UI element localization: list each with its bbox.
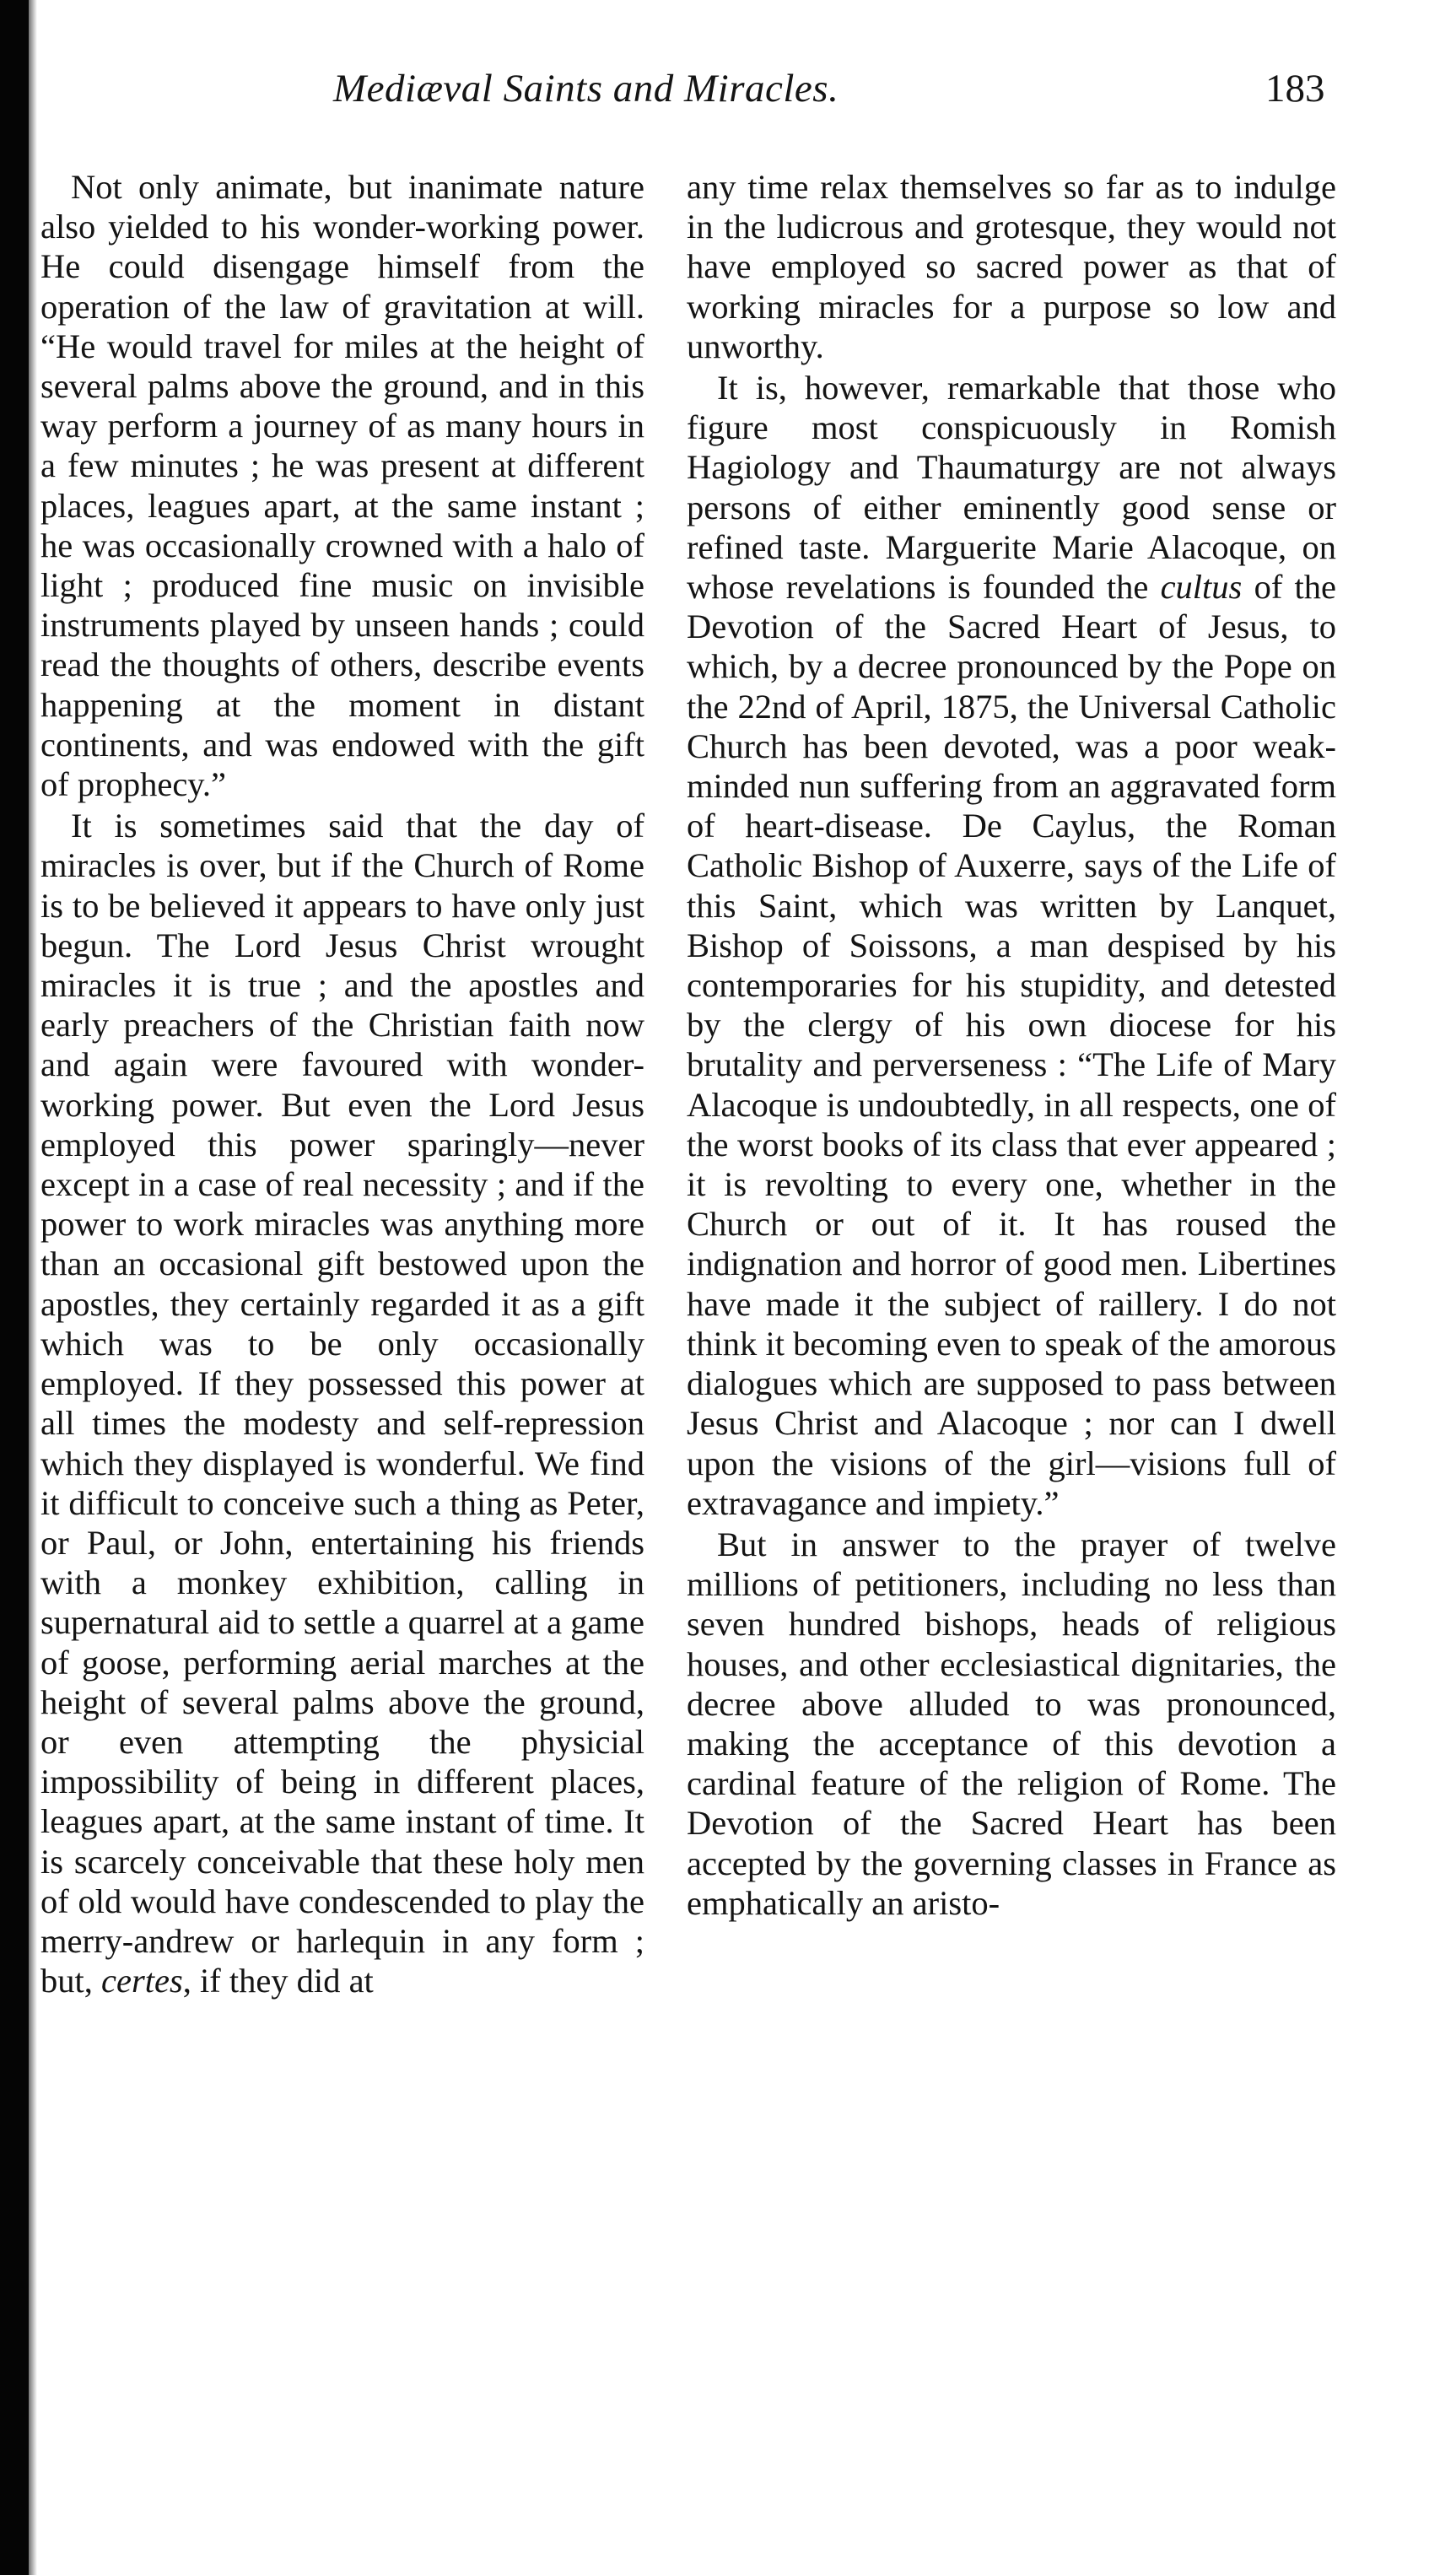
paragraph bbox=[40, 806, 644, 2000]
page-number: 183 bbox=[1265, 67, 1325, 111]
paragraph bbox=[687, 368, 1336, 1523]
paragraph-text: of the Devotion of the Sacred Heart of Jesus, to which, by a decree pronounced by the Pope on the 22nd of April, 1875, the Universal Catholic Church has been devoted, was a poor weak-minded nun suffering from an aggravated form of heart-disease. De Caylus, the Roman Catholic Bishop of Auxerre, says of the Life of this Saint, which was written by Lanquet, Bishop of Soissons, a man despised by his contemporaries for his stupidity, and detested by the clergy of his own diocese for his brutality and perverseness : “The Life of Mary Alacoque is undoubtedly, in all respects, one of the worst books of its class that ever appeared ; it is revolting to every one, whether in the Church or out of it. It has roused the indignation and horror of good men. Libertines have made it the subject of raillery. I do not think it becoming even to speak of the amorous dialogues which are supposed to pass between Jesus Christ and Alacoque ; nor can I dwell upon the visions of the girl—visions full of extravagance and impiety.” bbox=[687, 568, 1337, 1522]
paragraph-text: any time relax themselves so far as to indulge in the ludicrous and grotesque, they would not have employed so sacred power as that of working miracles for a purpose so low and unworthy. bbox=[687, 168, 1336, 365]
right-column bbox=[687, 167, 1336, 1923]
italic-word: cultus bbox=[1160, 568, 1243, 607]
paragraph bbox=[687, 1525, 1336, 1923]
paragraph-text: Not only animate, but inanimate nature also yielded to his wonder-working power. He could disengage himself from the operation of the law of gravitation at will. “He would travel for miles at the height of several palms above the ground, and in this way perform a journey of as many hours in a few minutes ; he was present at different places, leagues apart, at the same instant ; he was occasionally crowned with a halo of light ; produced fine music on invisible instruments played by unseen hands ; could read the thoughts of others, describe events happening at the moment in distant continents, and was endowed with the gift of prophecy.” bbox=[40, 168, 644, 804]
italic-word: certes bbox=[101, 1962, 183, 2000]
left-column bbox=[40, 167, 644, 2000]
paragraph bbox=[687, 167, 1336, 366]
running-title: Mediæval Saints and Miracles. bbox=[333, 67, 839, 111]
paragraph bbox=[40, 167, 644, 804]
paragraph-text: It is, however, remarkable that those who figure most conspicuously in Romish Hagiology and Thaumaturgy are not always persons of either eminently good sense or refined taste. Marguerite Marie Alacoque, on whose revelations is founded the bbox=[687, 369, 1336, 607]
running-head bbox=[0, 66, 1456, 125]
book-binding-edge bbox=[0, 0, 29, 2575]
paragraph-text: It is sometimes said that the day of miracles is over, but if the Church of Rome is to be believed it appears to have only just begun. The Lord Jesus Christ wrought miracles it is true ; and the apostles and early preachers of the Christian faith now and again were favoured with wonder-working power. But even the Lord Jesus employed this power sparingly—never except in a case of real necessity ; and if the power to work miracles was anything more than an occasional gift bestowed upon the apostles, they certainly regarded it as a gift which was to be only occasionally employed. If they possessed this power at all times the modesty and self-repression which they displayed is wonderful. We find it difficult to conceive such a thing as Peter, or Paul, or John, entertaining his friends with a monkey exhibition, calling in supernatural aid to settle a quarrel at a game of goose, performing aerial marches at the height of several palms above the ground, or even attempting the physicial impossibility of being in different places, leagues apart, at the same instant of time. It is scarcely conceivable that these holy men of old would have condescended to play the merry-andrew or harlequin in any form ; but, bbox=[40, 807, 644, 2000]
paragraph-text: But in answer to the prayer of twelve millions of petitioners, including no less than seven hundred bishops, heads of religious houses, and other ecclesiastical dignitaries, the decree above alluded to was pronounced, making the acceptance of this devotion a cardinal feature of the religion of Rome. The Devotion of the Sacred Heart has been accepted by the governing classes in France as emphatically an aristo- bbox=[687, 1525, 1336, 1922]
paragraph-text: , if they did at bbox=[182, 1962, 374, 2000]
